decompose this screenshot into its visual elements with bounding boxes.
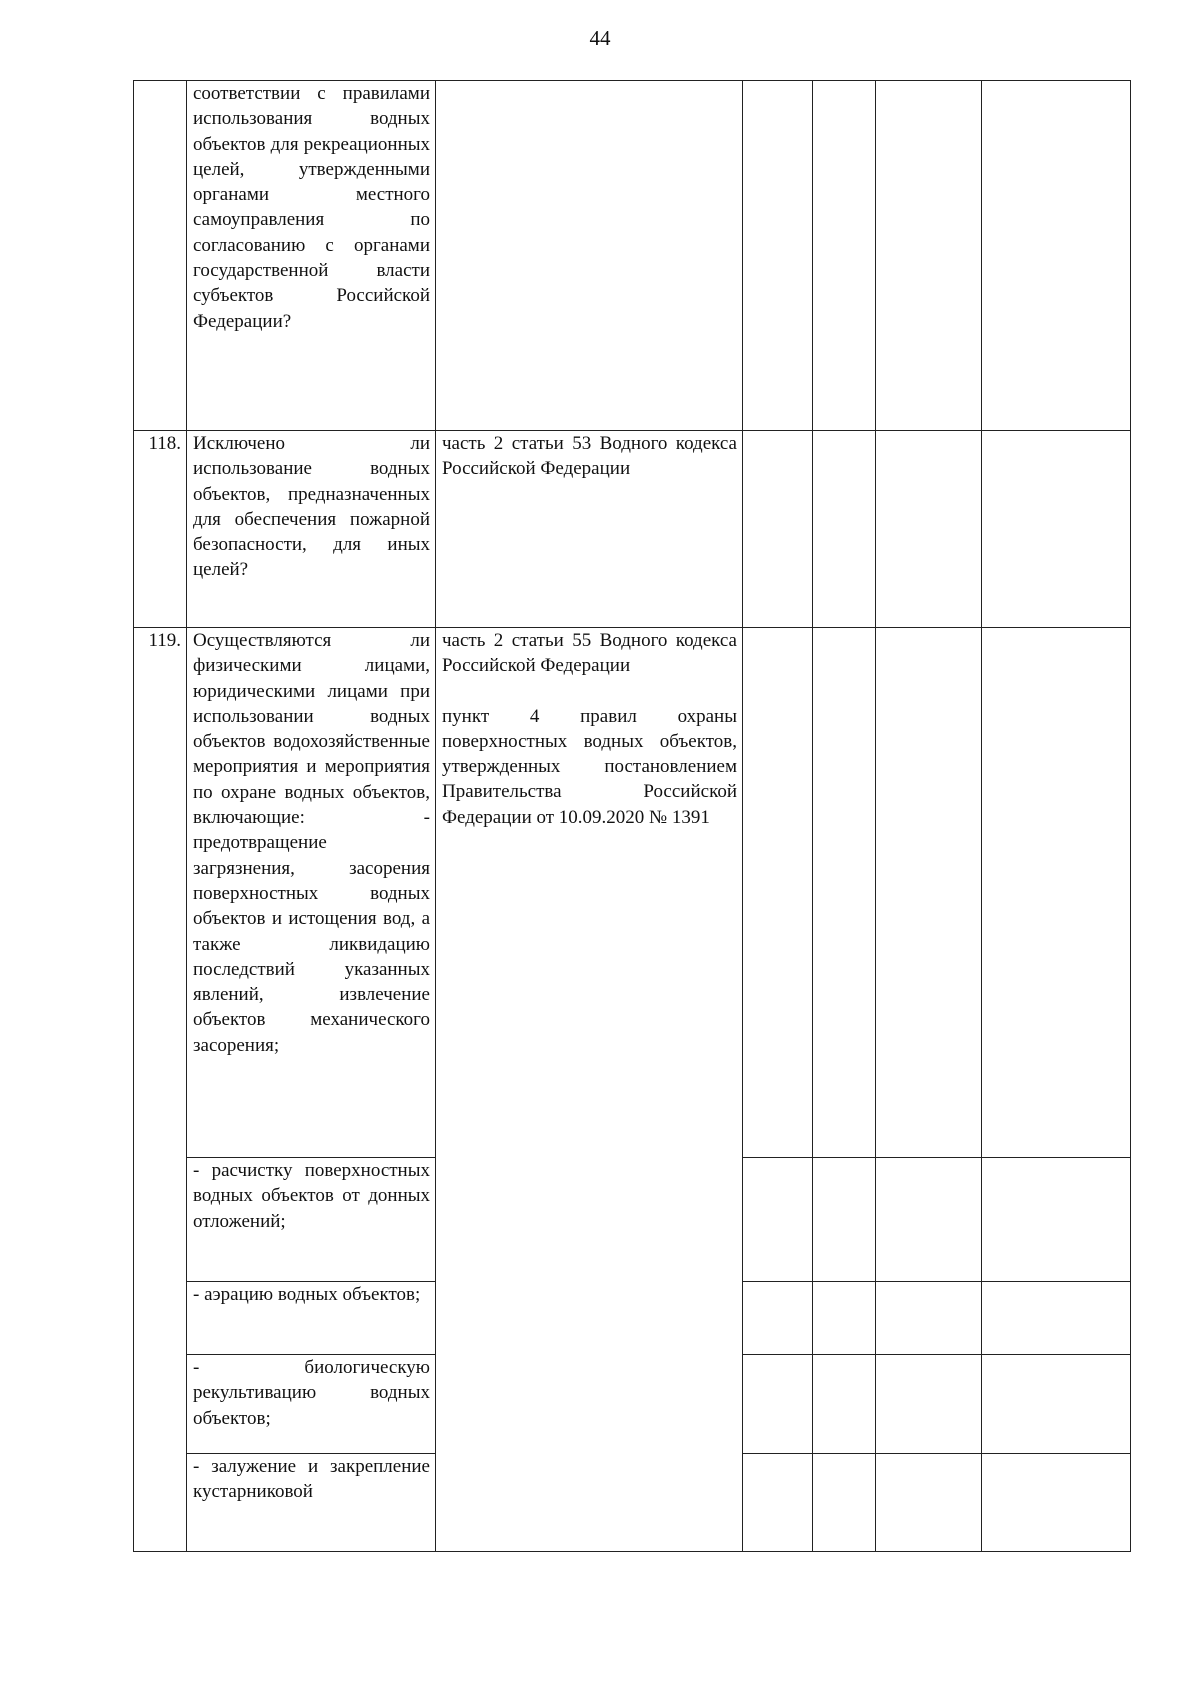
empty-cell (813, 81, 876, 431)
question-text: Осуществляются ли физическими лицами, юридическими лицами при использовании водных объектов водохозяйственные мероприятия и мероприятия по охране водных объектов, включающие: - предотвращение загрязнения, засорения поверхностных водных объектов и истощения вод, а также ликвидацию последствий указанных явлений, извлечение объектов механического засорения; (193, 630, 430, 1056)
question-cell (187, 1158, 436, 1282)
empty-cell (813, 1158, 876, 1282)
question-cell (187, 431, 436, 628)
spacer (442, 679, 737, 704)
legal-basis-cell (436, 628, 743, 1552)
empty-cell (982, 1454, 1131, 1552)
question-cell (187, 628, 436, 1158)
legal-basis-text: часть 2 статьи 53 Водного кодекса Российской Федерации (442, 433, 737, 480)
empty-cell (813, 628, 876, 1158)
question-cell (187, 81, 436, 431)
empty-cell (813, 1282, 876, 1355)
empty-cell (743, 1282, 813, 1355)
checklist-table (133, 80, 1131, 1552)
empty-cell (982, 628, 1131, 1158)
question-text: - биологическую рекультивацию водных объектов; (193, 1357, 430, 1429)
question-text: Исключено ли использование водных объектов, предназначенных для обеспечения пожарной безопасности, для иных целей? (193, 433, 430, 581)
row-number: 119. (134, 628, 187, 1552)
row-number (134, 81, 187, 431)
empty-cell (876, 1158, 982, 1282)
legal-basis-cell (436, 81, 743, 431)
legal-basis-cell (436, 431, 743, 628)
question-cell (187, 1355, 436, 1454)
question-text: - расчистку поверхностных водных объектов от донных отложений; (193, 1160, 430, 1232)
empty-cell (743, 81, 813, 431)
question-cell (187, 1454, 436, 1552)
table-row (134, 81, 1131, 431)
empty-cell (982, 81, 1131, 431)
question-cell (187, 1282, 436, 1355)
empty-cell (876, 431, 982, 628)
table-row (134, 628, 1131, 1158)
empty-cell (982, 431, 1131, 628)
empty-cell (743, 1454, 813, 1552)
empty-cell (743, 1355, 813, 1454)
question-text: - залужение и закрепление кустарниковой (193, 1456, 430, 1503)
empty-cell (813, 1454, 876, 1552)
empty-cell (876, 1282, 982, 1355)
page-number: 44 (589, 26, 611, 50)
row-number: 118. (134, 431, 187, 628)
question-text: соответствии с правилами использования водных объектов для рекреационных целей, утвержденными органами местного самоуправления по согласованию с органами государственной власти субъектов Российской Федерации? (193, 83, 430, 332)
question-text: - аэрацию водных объектов; (193, 1284, 421, 1305)
empty-cell (982, 1282, 1131, 1355)
empty-cell (876, 1454, 982, 1552)
empty-cell (876, 81, 982, 431)
table-row (134, 431, 1131, 628)
legal-basis-text: пункт 4 правил охраны поверхностных водных объектов, утвержденных постановлением Правительства Российской Федерации от 10.09.2020 № 1391 (442, 705, 737, 828)
empty-cell (876, 1355, 982, 1454)
empty-cell (743, 628, 813, 1158)
empty-cell (743, 431, 813, 628)
empty-cell (813, 1355, 876, 1454)
empty-cell (743, 1158, 813, 1282)
legal-basis-text: часть 2 статьи 55 Водного кодекса Российской Федерации (442, 630, 737, 677)
empty-cell (876, 628, 982, 1158)
empty-cell (813, 431, 876, 628)
empty-cell (982, 1355, 1131, 1454)
empty-cell (982, 1158, 1131, 1282)
